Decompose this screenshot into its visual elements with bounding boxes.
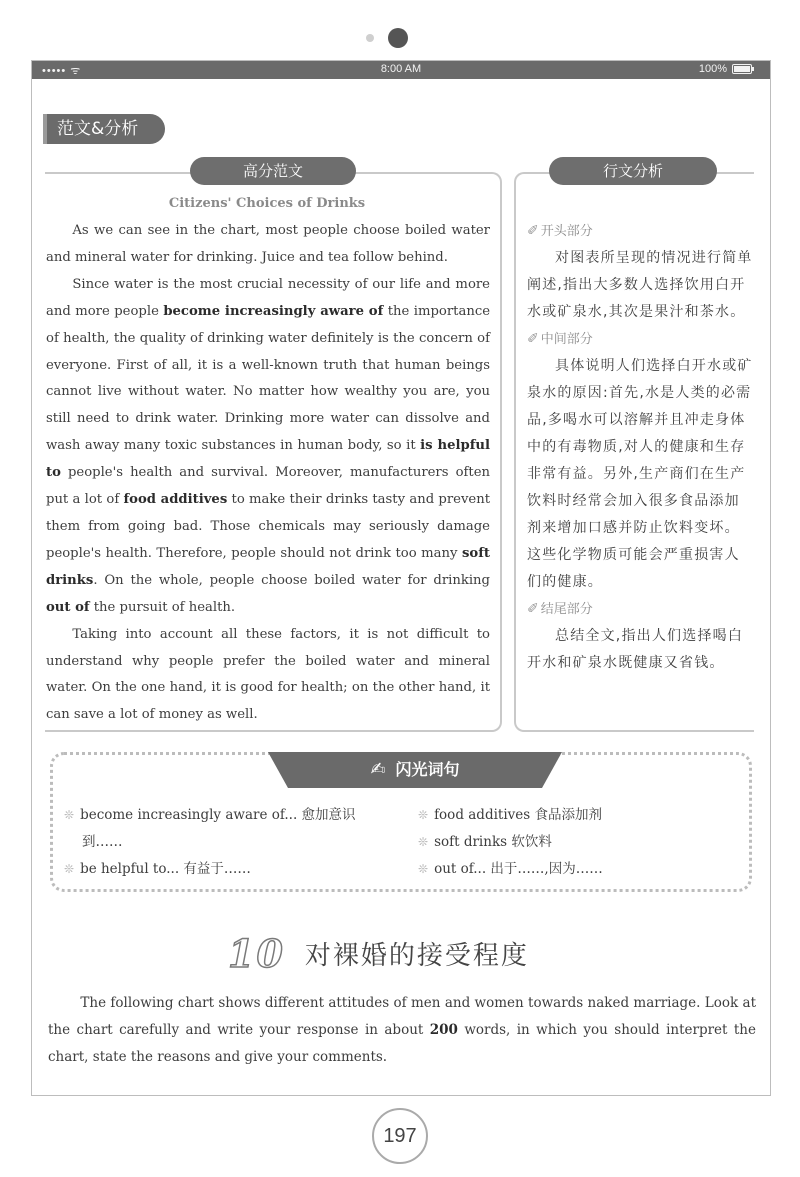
section-title: 对裸婚的接受程度 — [304, 940, 529, 971]
essay-text: . On the whole, people choose boiled water for drinking — [93, 572, 490, 588]
essay-text: the pursuit of health. — [89, 599, 236, 615]
essay-paragraph: Taking into account all these factors, it is not difficult to understand why people prefer the boiled water and mineral water. On the one hand, it is good for health; on the other hand, it can save a lot of money as well. — [46, 626, 490, 723]
star-icon: ❊ — [418, 835, 429, 849]
section-number: 10 — [228, 930, 285, 976]
essay-key-phrase: food additives — [123, 492, 228, 508]
vocab-item: ❊ soft drinks 软饮料 — [418, 834, 552, 850]
vocab-item: ❊ be helpful to... 有益于…… — [64, 861, 251, 877]
status-bar — [32, 61, 770, 79]
tab-analysis: 行文分析 — [549, 157, 717, 185]
essay-text: the importance of health, the quality of drinking water definitely is the concern of everyone. First of all, it is a well-known truth that human beings cannot live without water. No matter how wealthy you are, you still need to drink water. Drinking more water can dissolve and wash away many toxic substances in human body, so it — [46, 303, 491, 454]
essay-body — [46, 218, 490, 729]
star-icon: ❊ — [418, 808, 429, 822]
essay-text: people's health and survival. Moreover, manufacturers often put a lot of — [46, 465, 490, 508]
battery-icon — [732, 64, 752, 74]
analysis-heading: ✐ 开头部分 — [527, 218, 753, 245]
essay-text: to make their drinks tasty and prevent them from going bad. Those chemicals may seriously damage people's health. Therefore, people should not drink too many — [46, 492, 491, 561]
vocab-banner: ✍ 闪光词句 — [268, 752, 562, 788]
essay-paragraph: As we can see in the chart, most people choose boiled water and mineral water for drinking. Juice and tea follow behind. — [46, 223, 490, 265]
vocab-item: ❊ become increasingly aware of... 愈加意识 到…… — [64, 807, 356, 850]
analysis-text: 具体说明人们选择白开水或矿泉水的原因:首先,水是人类的必需品,多喝水可以溶解并且冲走身体中的有毒物质,对人的健康和生存非常有益。另外,生产商们在生产饮料时经常会加入很多食品添加剂来增加口感并防止饮料变坏。这些化学物质可能会严重损害人们的健康。 — [527, 358, 753, 590]
battery-percent: 100% — [698, 63, 727, 75]
essay-text: Since water is the most crucial necessity of our life and more and more people — [46, 276, 490, 319]
essay-key-phrase: out of — [46, 599, 90, 615]
essay-title: Citizens' Choices of Drinks — [168, 196, 366, 211]
analysis-heading: ✐ 中间部分 — [527, 326, 753, 353]
tab-model-essay: 高分范文 — [190, 157, 356, 185]
page-number: 197 — [372, 1108, 428, 1164]
pencil-icon: ✐ — [527, 331, 539, 347]
status-time: 8:00 AM — [380, 63, 422, 75]
star-icon: ❊ — [64, 862, 75, 876]
camera-dots — [0, 26, 800, 48]
essay-key-phrase: is helpful to — [46, 438, 490, 481]
analysis-heading: ✐ 结尾部分 — [527, 596, 753, 623]
star-icon: ❊ — [418, 862, 429, 876]
essay-key-phrase: become increasingly aware of — [163, 303, 384, 319]
pencil-icon: ✐ — [527, 601, 539, 617]
sensor-dot — [366, 34, 374, 42]
camera-lens — [388, 28, 408, 48]
section-banner: 范文&分析 — [45, 114, 165, 144]
analysis-text: 总结全文,指出人们选择喝白开水和矿泉水既健康又省钱。 — [527, 628, 744, 671]
analysis-body — [527, 218, 753, 677]
vocab-item: ❊ out of... 出于……,因为…… — [418, 861, 603, 877]
signal-icon: ••••• ᯤ — [42, 65, 82, 77]
star-icon: ❊ — [64, 808, 75, 822]
vocab-item: ❊ food additives 食品添加剂 — [418, 807, 602, 823]
essay-key-phrase: soft drinks — [46, 545, 490, 588]
analysis-text: 对图表所呈现的情况进行简单阐述,指出大多数人选择饮用白开水或矿泉水,其次是果汁和茶水。 — [527, 250, 753, 320]
pencil-icon: ✐ — [527, 223, 539, 239]
writing-prompt: The following chart shows different attitudes of men and women towards naked marriage. Look at the chart carefully and write your response in about 200 words, in which you should interpret the chart, state the reasons and give your comments. — [48, 995, 756, 1065]
section-heading — [228, 928, 529, 978]
essay-paragraph — [46, 272, 490, 622]
pen-icon: ✍ — [370, 759, 386, 780]
